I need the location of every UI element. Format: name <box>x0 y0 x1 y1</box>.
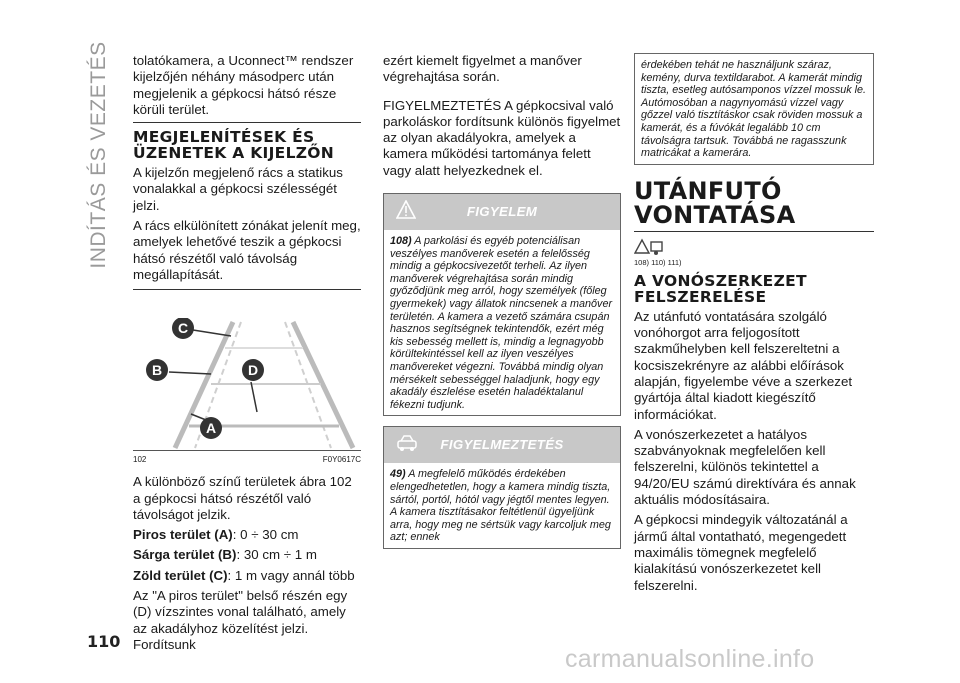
paragraph: Az utánfutó vontatására szolgáló vonóhorgot arra feljogosított szakműhelyben kell felszereltetni a kocsiszekrényre az alábbi előírások alapján, figyelembe véve a szerkezet gyártója által kiadott kiegészítő információkat. <box>634 308 853 422</box>
caution-box-text <box>384 463 620 548</box>
red-area-label: Piros terület (A) <box>133 527 233 543</box>
trailer-icon <box>634 238 664 258</box>
callout-d-label: D <box>247 362 259 379</box>
caution-box-header <box>384 427 620 463</box>
parking-grid-illustration <box>133 318 361 450</box>
figure-code: F0Y0617C <box>322 455 361 465</box>
intro-paragraph: tolatókamera, a Uconnect™ rendszer kijelzőjén néhány másodperc után megjelenik a gépkocsi hátsó része körüli terület. <box>133 53 354 117</box>
warning-box-header <box>384 194 620 230</box>
red-area-line <box>133 527 361 543</box>
callout-c-label: C <box>177 320 189 337</box>
paragraph: A különböző színű területek ábra 102 a gépkocsi hátsó részétől való távolságot jelzik. <box>133 474 352 522</box>
green-area-label: Zöld terület (C) <box>133 567 228 583</box>
watermark: carmanualsonline.info <box>565 645 815 673</box>
paragraph: A kijelzőn megjelenő rács a statikus vonalakkal a gépkocsi szélességét jelzi. <box>133 165 343 213</box>
paragraph: FIGYELMEZTETÉS A gépkocsival való parkoláskor fordítsunk különös figyelmet az olyan akadályokra, amelyek a kamera működési tartománya felett vagy alatt helyezkednek el. <box>383 97 621 178</box>
leader-line-d <box>251 382 257 412</box>
green-area-value: : 1 m vagy annál több <box>227 567 355 583</box>
yellow-area-line <box>133 547 361 563</box>
column-3 <box>634 53 874 598</box>
yellow-area-label: Sárga terület (B) <box>133 547 237 563</box>
yellow-area-value: : 30 cm ÷ 1 m <box>236 547 317 563</box>
camera-grid-figure <box>133 318 361 451</box>
paragraph: A vonószerkezetet a hatályos szabványoknak megfelelően kell felszerelni, különös tekintettel a 94/20/EU számú direktívára és annak aktuális módosításaira. <box>634 426 856 508</box>
page-number: 110 <box>87 632 121 651</box>
note-number: 108) <box>390 235 412 248</box>
paragraph: Az "A piros terület" belső részén egy (D) vízszintes vonal található, amely az akadályhoz közelítést jelzi. Fordítsunk <box>133 588 348 652</box>
note-text: A megfelelő működés érdekében elengedhetetlen, hogy a kamera mindig tiszta, sártól, portól, hótól vagy jégtől mentes legyen. A kamera tisztításakor feltétlenül ügyeljünk arra, hogy meg ne sértsük vagy karcoljuk meg azt; ennek <box>390 468 611 544</box>
divider <box>634 231 874 232</box>
warning-box-text <box>384 230 620 415</box>
caution-box-title: FIGYELMEZTETÉS <box>440 437 564 453</box>
icon-row <box>634 238 874 258</box>
section-heading-main: UTÁNFUTÓ VONTATÁSA <box>634 176 796 229</box>
warning-box <box>383 193 621 416</box>
paragraph: ezért kiemelt figyelmet a manőver végrehajtása során. <box>383 53 582 85</box>
callout-b-label: B <box>151 362 163 379</box>
divider <box>133 122 361 123</box>
column-2 <box>383 53 621 559</box>
column-1 <box>133 53 361 657</box>
paragraph: A rács elkülönített zónákat jelenít meg, amelyek lehetővé teszik a gépkocsi hátsó részétől való távolság megállapítását. <box>133 218 361 282</box>
red-area-value: : 0 ÷ 30 cm <box>232 527 299 543</box>
warning-box-title: FIGYELEM <box>466 204 538 220</box>
divider <box>133 289 361 290</box>
figure-number: 102 <box>133 455 147 465</box>
green-area-line <box>133 568 361 584</box>
subsection-heading: A VONÓSZERKEZET FELSZERELÉSE <box>634 271 807 306</box>
caution-box-continued-text: érdekében tehát ne használjunk száraz, kemény, durva textildarabot. A kamerát mindig tiszta, esetleg autósamponos vízzel mossuk le. Autómosóban a nagynyomású vízzel vagy gőzzel való tisztításkor csak röviden mossuk a kamerát, és a fúvókát legalább 10 cm távolságra tartsuk. Továbbá ne ragasszunk matricákat a kamerára. <box>641 59 867 160</box>
section-heading: MEGJELENÍTÉSEK ÉS ÜZENETEK A KIJELZŐN <box>133 128 335 163</box>
note-text: A parkolási és egyéb potenciálisan veszélyes manőverek esetén a felelősség mindig a gépkocsivezetőt terheli. Az ilyen manőverek végrehajtása során mindig győződjünk meg arról, hogy személyek (főleg gyermekek) vagy állatok nincsenek a manőver területén. A kamera a vezető számára csupán hasznos segítségnek tekintendők, ezért még kis sebesség mellett is, mindig a legnagyobb körültekintéssel kell az ilyen veszélyes manővereket végezni. Továbbá mindig olyan mérsékelt sebességgel haladjunk, hogy egy akadály észlelése esetén haladéktalanul fékezni tudjunk. <box>390 235 613 411</box>
side-section-title: INDÍTÁS ÉS VEZETÉS <box>87 41 110 269</box>
callout-a-label: A <box>205 420 217 437</box>
leader-line-b <box>169 372 211 374</box>
note-references: 108) 110) 111) <box>634 257 682 267</box>
paragraph: A gépkocsi mindegyik változatánál a jármű által vontatható, megengedett maximális tömegnek megfelelő kialakítású vonószerkezetet kell felszerelni. <box>634 512 848 593</box>
note-number: 49) <box>390 468 406 481</box>
caution-box-continued <box>634 53 874 165</box>
figure-caption <box>133 455 361 464</box>
caution-box <box>383 426 621 549</box>
